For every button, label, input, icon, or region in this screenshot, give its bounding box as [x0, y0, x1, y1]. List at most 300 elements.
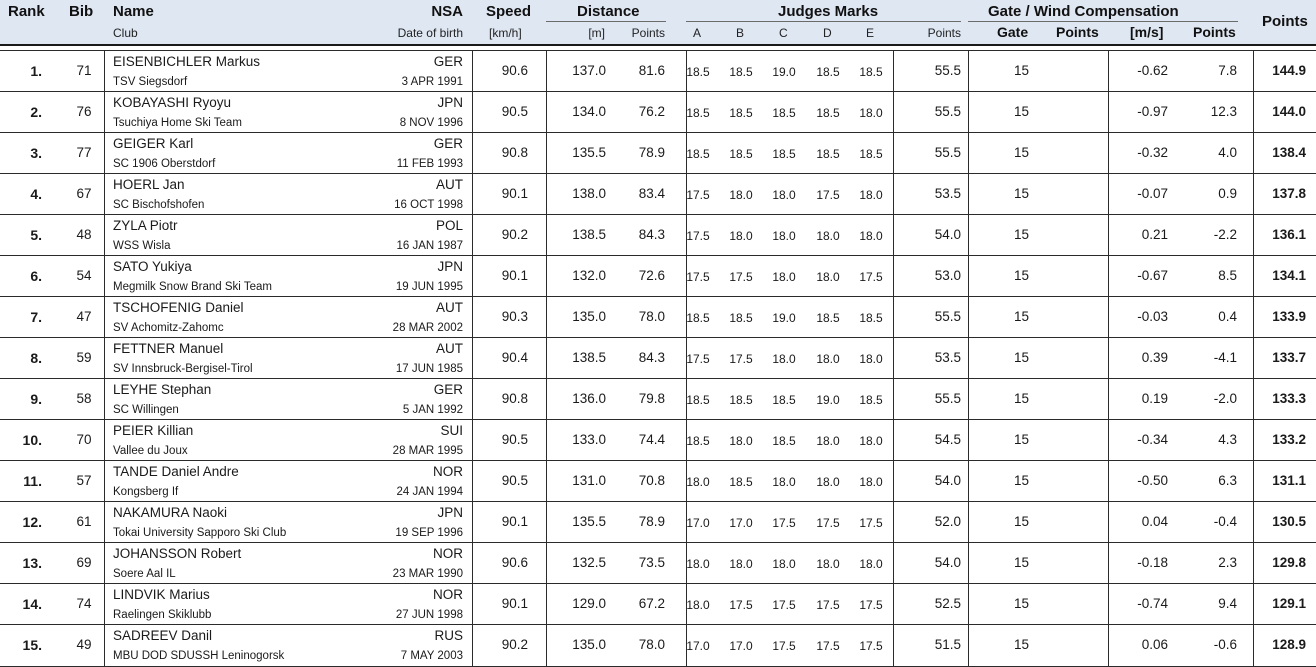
athlete-name: TANDE Daniel Andre	[113, 464, 239, 479]
distance-cell: 136.0	[572, 391, 606, 406]
gate-cell: 15	[1014, 186, 1030, 201]
speed-cell: 90.1	[501, 514, 528, 529]
column-divider	[1108, 92, 1109, 133]
judges-points-cell: 53.5	[934, 186, 961, 201]
wind-cell: 0.06	[1141, 637, 1168, 652]
speed-cell: 90.5	[501, 104, 528, 119]
column-divider	[472, 297, 473, 338]
column-divider	[546, 625, 547, 666]
distance-cell: 135.0	[572, 637, 606, 652]
nsa-code: POL	[435, 218, 463, 233]
distance-cell: 137.0	[572, 63, 606, 78]
table-row	[0, 132, 1316, 174]
wind-cell: -0.03	[1137, 309, 1168, 324]
dob-header: Date of birth	[397, 26, 463, 40]
date-of-birth: 5 JAN 1992	[402, 404, 463, 416]
judge-e-cell: 18.0	[859, 188, 883, 202]
athlete-name: JOHANSSON Robert	[113, 546, 242, 561]
judges-points-cell: 53.5	[934, 350, 961, 365]
gate-cell: 15	[1014, 309, 1030, 324]
column-divider	[546, 92, 547, 133]
athlete-name: SADREEV Danil	[113, 628, 213, 643]
bib-cell: 71	[76, 63, 92, 78]
column-divider	[104, 379, 105, 420]
gate-cell: 15	[1014, 227, 1030, 242]
judge-c-cell: 18.0	[772, 475, 796, 489]
nsa-code: NOR	[433, 546, 463, 561]
nsa-code: GER	[433, 136, 463, 151]
gate-cell: 15	[1014, 514, 1030, 529]
rank-cell: 3.	[30, 145, 42, 161]
total-points-cell: 138.4	[1272, 145, 1306, 160]
column-divider	[546, 338, 547, 379]
column-divider	[968, 502, 969, 543]
column-divider	[472, 215, 473, 256]
nsa-code: AUT	[436, 341, 463, 356]
total-points-cell: 133.9	[1272, 309, 1306, 324]
wind-unit-header: [m/s]	[1130, 24, 1164, 40]
judge-e-cell: 18.5	[859, 311, 883, 325]
wind-cell: 0.39	[1141, 350, 1168, 365]
speed-cell: 90.4	[501, 350, 528, 365]
speed-cell: 90.8	[501, 145, 528, 160]
column-divider	[472, 133, 473, 174]
judge-e-header: E	[866, 26, 875, 40]
wind-cell: -0.18	[1137, 555, 1168, 570]
column-divider	[1253, 584, 1254, 625]
nsa-code: JPN	[437, 259, 463, 274]
gate-cell: 15	[1014, 596, 1030, 611]
judge-d-cell: 18.0	[816, 229, 840, 243]
date-of-birth: 27 JUN 1998	[395, 609, 463, 621]
judge-c-cell: 19.0	[772, 65, 796, 79]
judge-e-cell: 17.5	[859, 598, 883, 612]
judge-c-cell: 18.0	[772, 352, 796, 366]
column-divider	[893, 543, 894, 584]
column-divider	[472, 338, 473, 379]
judge-a-cell: 18.5	[686, 393, 710, 407]
column-divider	[546, 584, 547, 625]
judge-e-cell: 18.5	[859, 65, 883, 79]
column-divider	[968, 379, 969, 420]
judge-b-cell: 18.0	[729, 434, 753, 448]
distance-cell: 138.0	[572, 186, 606, 201]
column-divider	[472, 51, 473, 92]
judge-c-cell: 18.5	[772, 434, 796, 448]
nsa-code: RUS	[434, 628, 463, 643]
nsa-code: AUT	[436, 300, 463, 315]
gate-cell: 15	[1014, 473, 1030, 488]
wind-points-cell: 4.3	[1218, 432, 1237, 447]
judge-a-cell: 18.5	[686, 106, 710, 120]
judge-c-cell: 18.0	[772, 229, 796, 243]
column-divider	[1253, 543, 1254, 584]
wind-cell: 0.21	[1141, 227, 1168, 242]
judge-d-cell: 19.0	[816, 393, 840, 407]
club-name: MBU DOD SDUSSH Leninogorsk	[113, 650, 285, 662]
column-divider	[893, 502, 894, 543]
judge-a-cell: 18.5	[686, 65, 710, 79]
column-divider	[968, 256, 969, 297]
wind-cell: -0.34	[1137, 432, 1168, 447]
column-divider	[1108, 174, 1109, 215]
wind-cell: -0.62	[1137, 63, 1168, 78]
column-divider	[893, 338, 894, 379]
judges-points-cell: 53.0	[934, 268, 961, 283]
wind-points-cell: 7.8	[1218, 63, 1237, 78]
club-name: Vallee du Joux	[113, 445, 188, 457]
judges-points-cell: 52.5	[934, 596, 961, 611]
athlete-name: GEIGER Karl	[113, 136, 194, 151]
column-divider	[104, 461, 105, 502]
judge-d-cell: 18.0	[816, 352, 840, 366]
speed-cell: 90.6	[501, 63, 528, 78]
bib-cell: 76	[76, 104, 92, 119]
judge-d-cell: 18.0	[816, 475, 840, 489]
bib-cell: 47	[76, 309, 92, 324]
judge-a-cell: 18.0	[686, 557, 710, 571]
wind-cell: 0.19	[1141, 391, 1168, 406]
gate-header: Gate	[997, 24, 1029, 40]
column-divider	[893, 297, 894, 338]
rank-cell: 14.	[22, 596, 42, 612]
table-row	[0, 501, 1316, 543]
table-row	[0, 378, 1316, 420]
column-divider	[893, 174, 894, 215]
wind-points-cell: -4.1	[1213, 350, 1237, 365]
distance-cell: 132.5	[572, 555, 606, 570]
rank-cell: 2.	[30, 104, 42, 120]
nsa-header: NSA	[431, 3, 463, 20]
column-divider	[104, 92, 105, 133]
column-divider	[546, 51, 547, 92]
bib-cell: 70	[76, 432, 92, 447]
column-divider	[968, 584, 969, 625]
distance-cell: 138.5	[572, 227, 606, 242]
distance-cell: 138.5	[572, 350, 606, 365]
distance-points-cell: 76.2	[638, 104, 665, 119]
column-divider	[104, 133, 105, 174]
column-divider	[968, 51, 969, 92]
column-divider	[472, 420, 473, 461]
club-name: Tokai University Sapporo Ski Club	[113, 527, 287, 539]
distance-points-cell: 70.8	[638, 473, 665, 488]
distance-points-cell: 78.9	[638, 514, 665, 529]
bib-cell: 67	[76, 186, 92, 201]
nsa-code: SUI	[440, 423, 463, 438]
bib-cell: 54	[76, 268, 92, 283]
column-divider	[472, 256, 473, 297]
nsa-code: JPN	[437, 95, 463, 110]
judge-a-cell: 18.5	[686, 434, 710, 448]
column-divider	[893, 215, 894, 256]
distance-cell: 135.5	[572, 145, 606, 160]
column-divider	[1108, 133, 1109, 174]
rank-cell: 7.	[30, 309, 42, 325]
speed-header: Speed	[486, 3, 532, 20]
column-divider	[893, 256, 894, 297]
judge-b-cell: 17.5	[729, 270, 753, 284]
judge-a-header: A	[693, 26, 702, 40]
judges-points-cell: 55.5	[934, 391, 961, 406]
column-divider	[546, 215, 547, 256]
column-divider	[968, 133, 969, 174]
judge-d-cell: 17.5	[816, 639, 840, 653]
column-divider	[472, 379, 473, 420]
athlete-name: TSCHOFENIG Daniel	[113, 300, 244, 315]
gate-points-header: Points	[1056, 24, 1099, 40]
judge-c-cell: 18.5	[772, 147, 796, 161]
speed-unit-header: [km/h]	[489, 26, 522, 40]
total-points-cell: 129.8	[1272, 555, 1306, 570]
wind-cell: -0.97	[1137, 104, 1168, 119]
judge-c-cell: 17.5	[772, 516, 796, 530]
total-points-cell: 130.5	[1272, 514, 1306, 529]
athlete-name: EISENBICHLER Markus	[113, 54, 261, 69]
distance-header-rule	[546, 21, 666, 22]
judge-b-cell: 17.0	[729, 639, 753, 653]
judges-points-cell: 54.5	[934, 432, 961, 447]
speed-cell: 90.5	[501, 473, 528, 488]
wind-points-cell: 0.9	[1218, 186, 1237, 201]
distance-cell: 135.5	[572, 514, 606, 529]
column-divider	[546, 502, 547, 543]
column-divider	[472, 461, 473, 502]
gate-cell: 15	[1014, 391, 1030, 406]
distance-points-cell: 73.5	[638, 555, 665, 570]
column-divider	[1108, 338, 1109, 379]
judge-d-cell: 17.5	[816, 188, 840, 202]
rank-cell: 10.	[22, 432, 42, 448]
table-row	[0, 624, 1316, 667]
total-points-cell: 129.1	[1272, 596, 1306, 611]
column-divider	[472, 625, 473, 666]
date-of-birth: 24 JAN 1994	[396, 486, 463, 498]
speed-cell: 90.5	[501, 432, 528, 447]
column-divider	[104, 215, 105, 256]
column-divider	[104, 584, 105, 625]
judge-a-cell: 17.0	[686, 516, 710, 530]
column-divider	[968, 461, 969, 502]
distance-header: Distance	[577, 3, 640, 20]
judges-points-cell: 55.5	[934, 104, 961, 119]
wind-points-cell: -0.4	[1213, 514, 1237, 529]
gatewind-header: Gate / Wind Compensation	[988, 3, 1179, 20]
judge-a-cell: 18.5	[686, 147, 710, 161]
club-name: SC Willingen	[113, 404, 179, 416]
date-of-birth: 16 OCT 1998	[394, 199, 463, 211]
club-name: SC Bischofshofen	[113, 199, 205, 211]
judge-c-cell: 18.0	[772, 188, 796, 202]
judge-b-cell: 18.5	[729, 106, 753, 120]
judge-e-cell: 18.5	[859, 147, 883, 161]
judge-e-cell: 18.0	[859, 229, 883, 243]
rank-cell: 4.	[30, 186, 42, 202]
judge-e-cell: 18.0	[859, 434, 883, 448]
distance-points-cell: 84.3	[638, 227, 665, 242]
date-of-birth: 28 MAR 2002	[392, 322, 463, 334]
nsa-code: GER	[433, 54, 463, 69]
club-header: Club	[113, 26, 138, 40]
judge-e-cell: 17.5	[859, 639, 883, 653]
table-row	[0, 50, 1316, 92]
table-row	[0, 337, 1316, 379]
wind-points-cell: 6.3	[1218, 473, 1237, 488]
distance-cell: 133.0	[572, 432, 606, 447]
total-points-cell: 144.0	[1272, 104, 1306, 119]
distance-points-cell: 84.3	[638, 350, 665, 365]
judge-c-cell: 19.0	[772, 311, 796, 325]
gate-cell: 15	[1014, 268, 1030, 283]
table-row	[0, 460, 1316, 502]
bib-cell: 74	[76, 596, 92, 611]
speed-cell: 90.1	[501, 596, 528, 611]
club-name: SV Achomitz-Zahomc	[113, 322, 224, 334]
wind-cell: 0.04	[1141, 514, 1168, 529]
judge-b-cell: 18.5	[729, 65, 753, 79]
wind-points-cell: 12.3	[1210, 104, 1237, 119]
wind-cell: -0.74	[1137, 596, 1168, 611]
wind-cell: -0.07	[1137, 186, 1168, 201]
judge-d-cell: 18.0	[816, 434, 840, 448]
gate-cell: 15	[1014, 104, 1030, 119]
judge-c-header: C	[779, 26, 788, 40]
table-row	[0, 255, 1316, 297]
judge-b-cell: 18.0	[729, 188, 753, 202]
column-divider	[893, 625, 894, 666]
speed-cell: 90.1	[501, 268, 528, 283]
column-divider	[1108, 256, 1109, 297]
judge-a-cell: 17.5	[686, 229, 710, 243]
column-divider	[1108, 584, 1109, 625]
judge-c-cell: 18.0	[772, 270, 796, 284]
column-divider	[968, 215, 969, 256]
column-divider	[472, 543, 473, 584]
column-divider	[104, 420, 105, 461]
column-divider	[1253, 256, 1254, 297]
table-row	[0, 542, 1316, 584]
date-of-birth: 3 APR 1991	[401, 76, 463, 88]
column-divider	[1108, 625, 1109, 666]
athlete-name: FETTNER Manuel	[113, 341, 224, 356]
distance-unit-header: [m]	[588, 26, 605, 40]
judges-points-cell: 54.0	[934, 473, 961, 488]
wind-cell: -0.50	[1137, 473, 1168, 488]
judge-a-cell: 18.0	[686, 475, 710, 489]
judges-points-cell: 52.0	[934, 514, 961, 529]
wind-points-cell: -2.0	[1213, 391, 1237, 406]
column-divider	[893, 420, 894, 461]
column-divider	[546, 297, 547, 338]
speed-cell: 90.2	[501, 227, 528, 242]
judge-b-cell: 17.5	[729, 352, 753, 366]
club-name: SV Innsbruck-Bergisel-Tirol	[113, 363, 253, 375]
distance-cell: 131.0	[572, 473, 606, 488]
club-name: Tsuchiya Home Ski Team	[113, 117, 242, 129]
gate-cell: 15	[1014, 432, 1030, 447]
judge-b-cell: 17.0	[729, 516, 753, 530]
judges-points-cell: 55.5	[934, 145, 961, 160]
total-points-cell: 133.7	[1272, 350, 1306, 365]
nsa-code: NOR	[433, 464, 463, 479]
column-divider	[104, 543, 105, 584]
athlete-name: LINDVIK Marius	[113, 587, 210, 602]
column-divider	[968, 92, 969, 133]
column-divider	[893, 92, 894, 133]
distance-points-cell: 74.4	[638, 432, 665, 447]
column-divider	[893, 584, 894, 625]
judge-c-cell: 18.5	[772, 106, 796, 120]
total-points-cell: 136.1	[1272, 227, 1306, 242]
column-divider	[546, 420, 547, 461]
judge-d-cell: 18.5	[816, 147, 840, 161]
column-divider	[1253, 92, 1254, 133]
column-divider	[893, 461, 894, 502]
column-divider	[968, 174, 969, 215]
rank-cell: 6.	[30, 268, 42, 284]
nsa-code: JPN	[437, 505, 463, 520]
total-points-cell: 133.3	[1272, 391, 1306, 406]
club-name: Raelingen Skiklubb	[113, 609, 212, 621]
gate-cell: 15	[1014, 63, 1030, 78]
column-divider	[1253, 379, 1254, 420]
distance-cell: 134.0	[572, 104, 606, 119]
bib-cell: 69	[76, 555, 92, 570]
column-divider	[1253, 297, 1254, 338]
table-row	[0, 296, 1316, 338]
judges-points-cell: 55.5	[934, 63, 961, 78]
distance-points-cell: 78.9	[638, 145, 665, 160]
gate-cell: 15	[1014, 637, 1030, 652]
column-divider	[968, 543, 969, 584]
column-divider	[104, 51, 105, 92]
nsa-code: NOR	[433, 587, 463, 602]
total-points-cell: 131.1	[1272, 473, 1306, 488]
date-of-birth: 19 JUN 1995	[395, 281, 463, 293]
wind-points-cell: 8.5	[1218, 268, 1237, 283]
table-row	[0, 173, 1316, 215]
athlete-name: KOBAYASHI Ryoyu	[113, 95, 232, 110]
column-divider	[1253, 215, 1254, 256]
judge-b-cell: 18.5	[729, 311, 753, 325]
judge-a-cell: 17.0	[686, 639, 710, 653]
speed-cell: 90.1	[501, 186, 528, 201]
table-row	[0, 419, 1316, 461]
rank-header: Rank	[8, 3, 45, 20]
club-name: TSV Siegsdorf	[113, 76, 188, 88]
distance-points-cell: 72.6	[638, 268, 665, 283]
gate-cell: 15	[1014, 145, 1030, 160]
wind-cell: -0.67	[1137, 268, 1168, 283]
column-divider	[893, 379, 894, 420]
judge-c-cell: 18.0	[772, 557, 796, 571]
column-divider	[104, 297, 105, 338]
judge-d-cell: 18.5	[816, 106, 840, 120]
column-divider	[546, 461, 547, 502]
judge-b-cell: 18.0	[729, 557, 753, 571]
column-divider	[104, 174, 105, 215]
bib-cell: 77	[76, 145, 92, 160]
speed-cell: 90.8	[501, 391, 528, 406]
judge-a-cell: 17.5	[686, 270, 710, 284]
judges-points-cell: 54.0	[934, 555, 961, 570]
column-divider	[546, 543, 547, 584]
rank-cell: 13.	[22, 555, 42, 571]
wind-points-cell: -2.2	[1213, 227, 1237, 242]
distance-points-header: Points	[631, 26, 665, 40]
column-divider	[104, 502, 105, 543]
column-divider	[1108, 51, 1109, 92]
